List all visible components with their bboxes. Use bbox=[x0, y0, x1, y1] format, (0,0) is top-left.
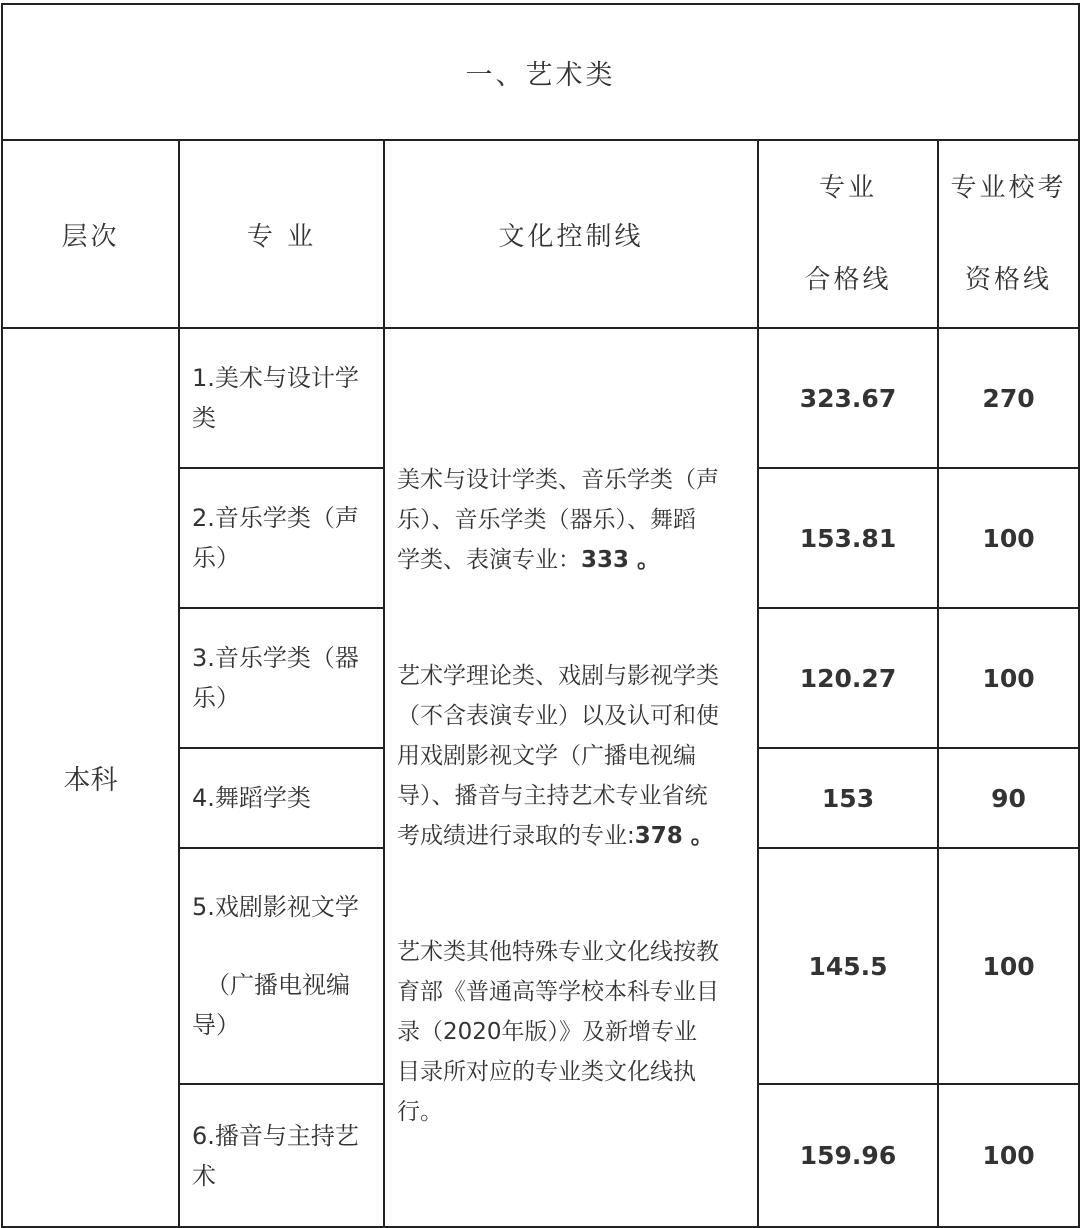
culture-text-line: 育部《普通高等学校本科专业目 bbox=[397, 978, 719, 1005]
level-cell: 本科 bbox=[2, 328, 179, 1227]
pro-line-value: 120.27 bbox=[758, 608, 938, 748]
culture-score-value: 378 bbox=[634, 822, 683, 849]
header-school-line-1: 专业校考 bbox=[950, 173, 1067, 203]
major-cell bbox=[179, 748, 384, 848]
major-line: 乐） bbox=[192, 684, 240, 712]
culture-text-line: 行。 bbox=[397, 1098, 443, 1125]
school-line-value: 100 bbox=[938, 608, 1079, 748]
header-school-line-2: 资格线 bbox=[965, 265, 1053, 295]
school-line-value: 270 bbox=[938, 328, 1079, 468]
school-line-value: 100 bbox=[938, 1084, 1079, 1227]
header-major: 专 业 bbox=[179, 140, 384, 328]
school-line-value: 100 bbox=[938, 848, 1079, 1084]
major-line: 3.音乐学类（器 bbox=[192, 644, 359, 672]
major-line: 5.戏剧影视文学 bbox=[192, 893, 359, 921]
culture-line-cell: 美术与设计学类、音乐学类（声 乐）、音乐学类（器乐）、舞蹈 学类、表演专业：333 。 艺术学理论类、戏剧与影视学类 （不含表演专业）以及认可和使 用戏剧影视文学（广播电视编 导）、播音与主持艺术专业省统 考成绩进行录取的专业:378 。 艺术类其他特殊专业文化线按教 育部《普通高等学校本科专业目 录（2020年版）》及新增专业 目录所对应的专业类文化线执 行。 bbox=[384, 328, 758, 1227]
culture-text-line: （不含表演专业）以及认可和使 bbox=[397, 702, 719, 729]
culture-text-line: 艺术学理论类、戏剧与影视学类 bbox=[397, 662, 719, 689]
major-cell bbox=[179, 1084, 384, 1227]
major-line: 2.音乐学类（声 bbox=[192, 504, 359, 532]
header-culture-line bbox=[384, 140, 758, 328]
culture-text-line: 用戏剧影视文学（广播电视编 bbox=[397, 742, 696, 769]
culture-text-line: 艺术类其他特殊专业文化线按教 bbox=[397, 938, 719, 965]
major-line: 术 bbox=[192, 1161, 216, 1190]
culture-text-line: 学类、表演专业： bbox=[397, 546, 581, 573]
pro-line-value: 159.96 bbox=[758, 1084, 938, 1227]
major-line: 4.舞蹈学类 bbox=[192, 784, 311, 812]
culture-text-line: 乐）、音乐学类（器乐）、舞蹈 bbox=[397, 506, 696, 533]
major-line: 6.播音与主持艺 bbox=[192, 1121, 359, 1150]
header-school-line bbox=[938, 140, 1079, 328]
table-title: 一、艺术类 bbox=[2, 4, 1079, 140]
pro-line-value: 323.67 bbox=[758, 328, 938, 468]
culture-text-line: 录（2020年版）》及新增专业 bbox=[397, 1018, 698, 1045]
major-line: 类 bbox=[192, 404, 216, 432]
major-cell bbox=[179, 608, 384, 748]
major-line: 导） bbox=[192, 1011, 240, 1039]
school-line-value: 90 bbox=[938, 748, 1079, 848]
major-line: 1.美术与设计学 bbox=[192, 364, 359, 392]
pro-line-value: 145.5 bbox=[758, 848, 938, 1084]
culture-text-line: 导）、播音与主持艺术专业省统 bbox=[397, 782, 708, 809]
header-pro-line bbox=[758, 140, 938, 328]
header-pro-line-2: 合格线 bbox=[804, 265, 892, 295]
culture-score-value: 333 bbox=[581, 546, 630, 573]
culture-text-line: 目录所对应的专业类文化线执 bbox=[397, 1058, 696, 1085]
pro-line-value: 153.81 bbox=[758, 468, 938, 608]
title-row bbox=[2, 4, 1079, 140]
major-cell bbox=[179, 328, 384, 468]
major-line: （广播电视编 bbox=[206, 971, 350, 999]
major-cell bbox=[179, 848, 384, 1084]
header-pro-line-1: 专业 bbox=[818, 173, 877, 203]
header-row bbox=[2, 140, 1079, 328]
major-cell bbox=[179, 468, 384, 608]
admission-score-table bbox=[1, 3, 1080, 1228]
culture-text-line: 考成绩进行录取的专业: bbox=[397, 822, 635, 849]
table-row bbox=[2, 328, 1079, 468]
header-culture-label: 文化控制线 bbox=[498, 221, 644, 252]
major-line: 乐） bbox=[192, 544, 240, 572]
culture-text-line: 美术与设计学类、音乐学类（声 bbox=[397, 466, 719, 493]
pro-line-value: 153 bbox=[758, 748, 938, 848]
school-line-value: 100 bbox=[938, 468, 1079, 608]
header-level: 层次 bbox=[2, 140, 179, 328]
